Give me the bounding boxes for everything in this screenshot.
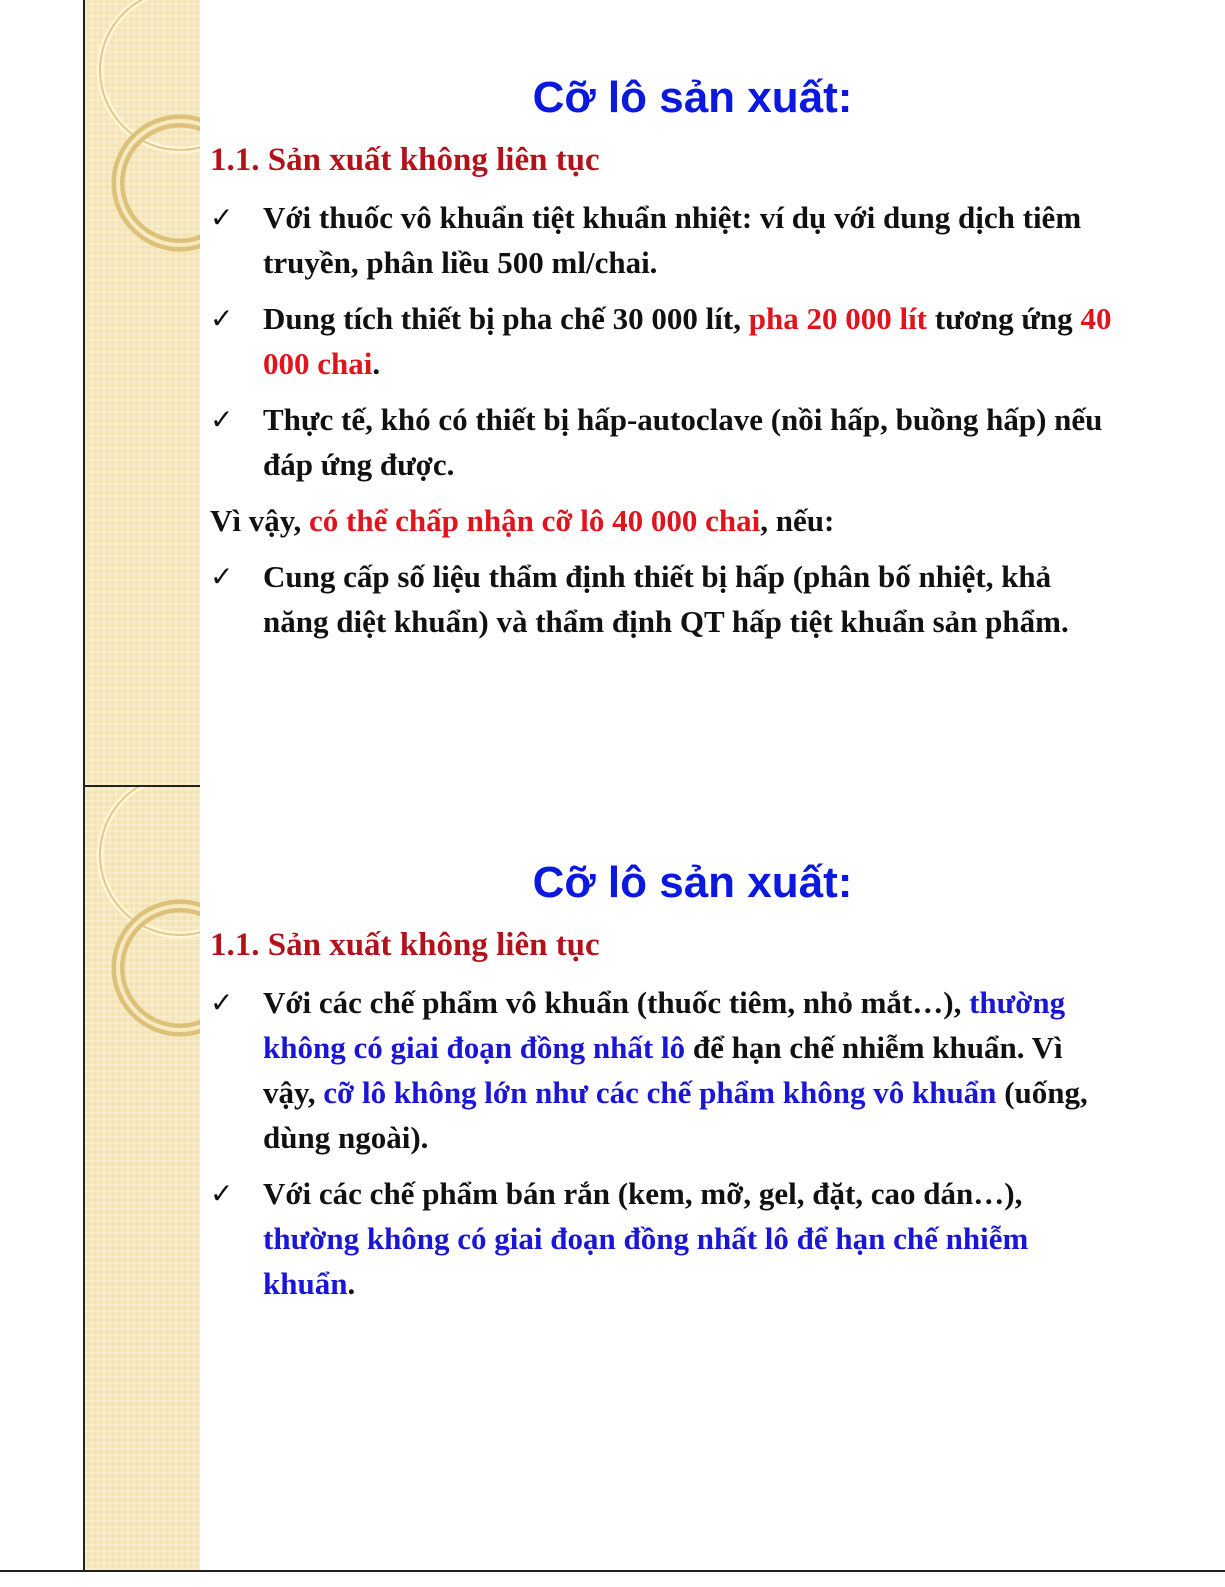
paragraph-text: , nếu:	[760, 503, 835, 538]
highlight-red: pha 20 000 lít	[748, 301, 927, 336]
checkmark-icon: ✓	[210, 201, 234, 234]
page-margin	[0, 0, 85, 785]
checkmark-icon: ✓	[210, 560, 234, 593]
bullet-text: Thực tế, khó có thiết bị hấp-autoclave (nồi hấp, buồng hấp) nếu đáp ứng được.	[263, 402, 1103, 482]
highlight-blue: thường không có giai đoạn đồng nhất lô để hạn chế nhiễm khuẩn	[263, 1221, 1029, 1301]
bullet-text: (uống, dùng ngoài).	[263, 1075, 1088, 1155]
paragraph-text: Vì vậy,	[210, 503, 310, 538]
checkmark-icon: ✓	[210, 302, 234, 335]
section-heading: 1.1. Sản xuất không liên tục	[210, 142, 600, 178]
decorative-rings-icon	[85, 785, 200, 1570]
highlight-blue: cỡ lô không lớn như các chế phẩm không vô khuẩn	[323, 1075, 997, 1110]
bullet-list	[210, 195, 1115, 655]
bullet-item	[210, 296, 1115, 386]
checkmark-icon: ✓	[210, 986, 234, 1019]
slide-title: Cỡ lô sản xuất:	[532, 73, 853, 122]
highlight-blue: thường không có giai đoạn đồng nhất lô	[263, 985, 1066, 1065]
highlight-red: có thể chấp nhận cỡ lô 40 000 chai	[309, 503, 761, 538]
bullet-item	[210, 1171, 1115, 1306]
slide-title: Cỡ lô sản xuất:	[532, 858, 853, 907]
bullet-text: Với thuốc vô khuẩn tiệt khuẩn nhiệt: ví dụ với dung dịch tiêm truyền, phân liều 500 ml/chai.	[263, 200, 1082, 280]
bullet-text: Dung tích thiết bị pha chế 30 000 lít,	[263, 301, 749, 336]
bullet-text: .	[372, 346, 381, 381]
checkmark-icon: ✓	[210, 1177, 234, 1210]
page-margin	[0, 785, 85, 1570]
page-bottom-rule	[0, 1570, 1225, 1587]
slide-2	[0, 785, 1225, 1570]
paragraph	[210, 498, 1115, 543]
bullet-text: để hạn chế nhiễm khuẩn. Vì vậy,	[263, 1030, 1063, 1110]
bullet-list	[210, 980, 1115, 1317]
slide-1	[0, 0, 1225, 785]
decorative-side-band	[85, 785, 200, 1570]
bullet-text: Cung cấp số liệu thẩm định thiết bị hấp (phân bố nhiệt, khả năng diệt khuẩn) và thẩm định QT hấp tiệt khuẩn sản phẩm.	[263, 559, 1069, 639]
highlight-red: 40 000 chai	[263, 301, 1112, 381]
bullet-text: Với các chế phẩm vô khuẩn (thuốc tiêm, nhỏ mắt…),	[263, 985, 970, 1020]
bullet-item	[210, 195, 1115, 285]
bullet-text: tương ứng	[927, 301, 1081, 336]
slide-divider	[83, 785, 200, 787]
bullet-item	[210, 397, 1115, 487]
bullet-item	[210, 554, 1115, 644]
bullet-text: .	[347, 1266, 356, 1301]
decorative-rings-icon	[85, 0, 200, 785]
decorative-side-band	[85, 0, 200, 785]
checkmark-icon: ✓	[210, 403, 234, 436]
section-heading: 1.1. Sản xuất không liên tục	[210, 927, 600, 963]
bullet-item	[210, 980, 1115, 1160]
bullet-text: Với các chế phẩm bán rắn (kem, mỡ, gel, đặt, cao dán…),	[263, 1176, 1023, 1211]
